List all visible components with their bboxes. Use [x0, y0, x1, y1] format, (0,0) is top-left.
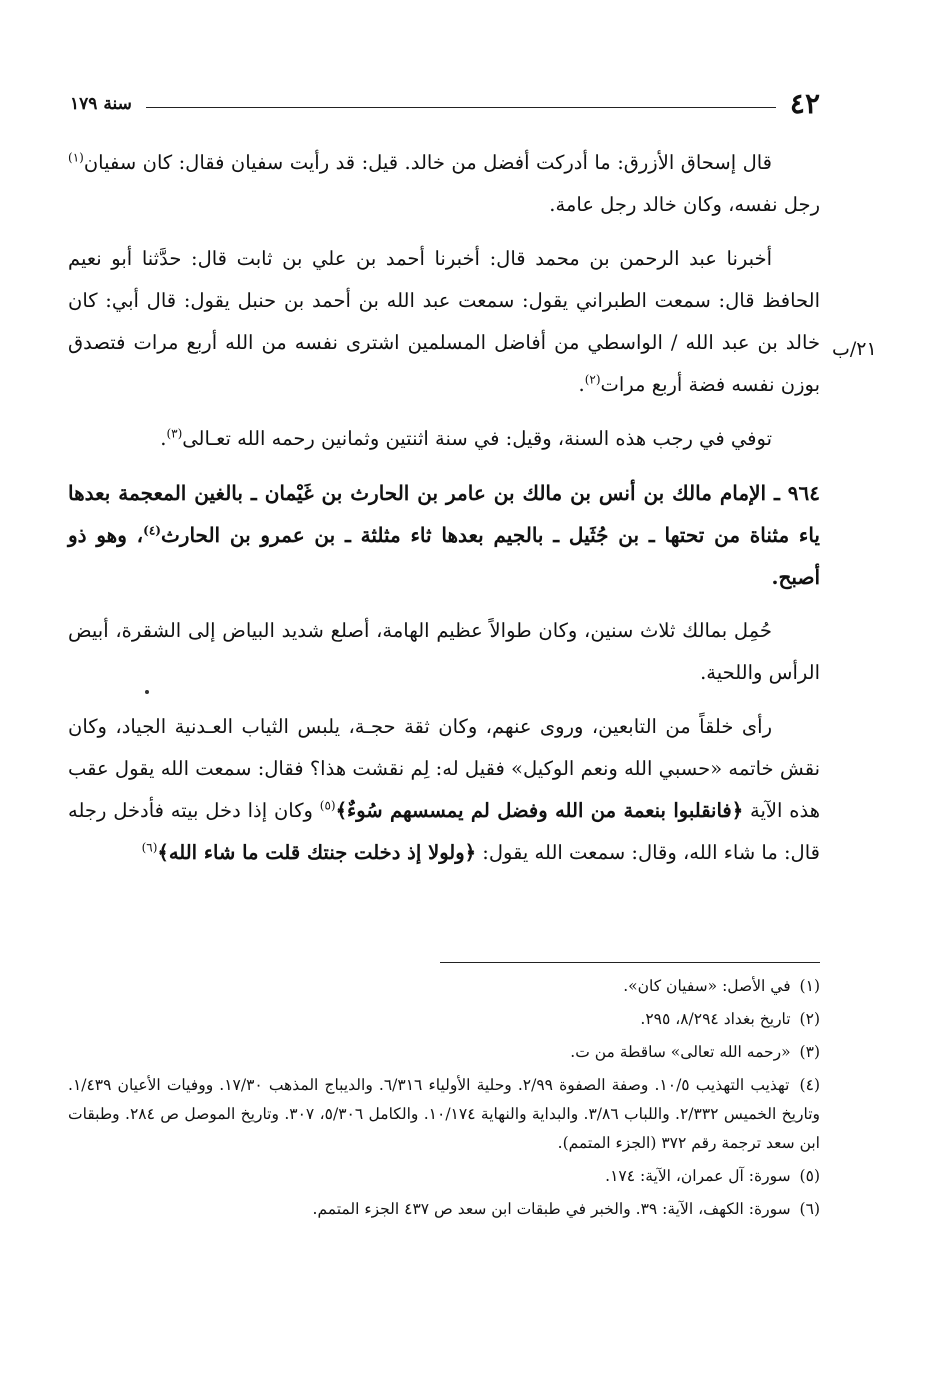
text-run: وكان إذا دخل بيته فأدخل رجله قال: ما شاء الله، وقال: سمعت الله يقول:	[68, 799, 820, 864]
footnote-reference: (٥)	[319, 798, 336, 813]
text-run: حُمِل بمالك ثلاث سنين، وكان طوالاً عظيم الهامة، أصلع شديد البياض إلى الشقرة، أبيض الرأس واللحية.	[68, 619, 820, 684]
paragraph-malik-description	[68, 610, 820, 694]
footnote-reference: (٣)	[166, 426, 183, 441]
text-run: أخبرنا عبد الرحمن بن محمد قال: أخبرنا أحمد بن علي بن ثابت قال: حدَّثنا أبو نعيم الحافظ قال: سمعت الطبراني يقول: سمعت عبد الله بن أحمد بن حنبل يقول: قال أبي: كان خالد بن عبد الله / الواسطي من أفاضل المسلمين اشترى نفسه من الله أربع مرات فتصدق بوزن نفسه فضة أربع مرات	[68, 247, 820, 396]
footnote-text: في الأصل: «سفيان كان».	[623, 977, 791, 995]
footnote-reference: (٤)	[143, 523, 161, 538]
print-speck	[145, 690, 149, 694]
footnote-number: (٤)	[799, 1076, 820, 1094]
running-head	[70, 86, 820, 122]
footnote-separator	[440, 962, 820, 963]
paragraph-death-date	[68, 418, 820, 460]
footnote-reference: (١)	[68, 150, 84, 165]
header-rule	[146, 107, 776, 108]
text-run: توفي في رجب هذه السنة، وقيل: في سنة اثنتين وثمانين رحمه الله تعـالى	[182, 427, 772, 450]
bold-text-run: ﴿فانقلبوا بنعمة من الله وفضل لم يمسسهم سُوءٌ﴾	[335, 799, 744, 822]
manuscript-folio-note: ٢١/ب	[832, 338, 877, 360]
footnote-number: (٥)	[799, 1167, 820, 1185]
bold-text-run: وهو ذو أصبح	[68, 523, 820, 589]
text-run: .	[771, 565, 779, 589]
text-run: .	[578, 373, 585, 396]
bold-text-run: ٩٦٤ ـ الإمام مالك بن أنس بن مالك بن عامر بن الحارث بن غَيْمان	[264, 481, 820, 505]
footnote-item	[68, 1195, 820, 1224]
footnote-reference: (٢)	[584, 372, 601, 387]
text-run: ،	[126, 523, 144, 547]
paragraph-ishaq-quote	[68, 142, 820, 226]
text-run: ـ بالجيم بعدها ثاء مثلثة ـ	[335, 523, 569, 547]
main-text	[68, 142, 820, 886]
footnote-text: «رحمه الله تعالى» ساقطة من ت.	[570, 1043, 791, 1061]
footnote-text: تاريخ بغداد ٨/٢٩٤، ٢٩٥.	[640, 1010, 791, 1028]
footnote-item	[68, 1162, 820, 1191]
footnote-item	[68, 972, 820, 1001]
footnote-text: تهذيب التهذيب ١٠/٥. وصفة الصفوة ٢/٩٩. وحلية الأولياء ٦/٣١٦. والديباج المذهب ١٧/٣٠. ووفيات الأعيان ١/٤٣٩. وتاريخ الخميس ٢/٣٣٢. واللباب ٣/٨٦. والبداية والنهاية ١٠/١٧٤. والكامل ٥/٣٠٦، ٣٠٧. وتاريخ الموصل ص ٢٨٤. وطبقات ابن سعد ترجمة رقم ٣٧٢ (الجزء المتمم).	[68, 1076, 820, 1152]
footnote-item	[68, 1038, 820, 1067]
footnote-number: (٢)	[799, 1010, 820, 1028]
text-run: قال إسحاق الأزرق: ما أدركت أفضل من خالد. قيل: قد رأيت سفيان فقال: كان سفيان	[83, 151, 772, 174]
footnote-number: (١)	[799, 977, 820, 995]
footnotes	[68, 972, 820, 1228]
text-run: رجل نفسه، وكان خالد رجل عامة.	[549, 193, 820, 216]
footnote-number: (٣)	[799, 1043, 820, 1061]
text-run: ـ بالغين المعجمة بعدها ياء مثناة من تحتها ـ	[68, 481, 821, 547]
text-run: رأى خلقاً من التابعين، وروى عنهم، وكان ثقة حجـة، يلبس الثياب العـدنية الجياد، وكان نقش خاتمه «حسبي الله ونعم الوكيل» فقيل له: لِم نقشت هذا؟ فقال: سمعت الله يقول عقب هذه الآية	[68, 715, 821, 822]
paragraph-isnad-khalid	[68, 238, 820, 406]
footnote-item	[68, 1005, 820, 1034]
footnote-text: سورة: آل عمران، الآية: ١٧٤.	[605, 1167, 791, 1185]
year-label: سنة ١٧٩	[70, 94, 132, 114]
biography-heading-malik	[68, 472, 820, 598]
footnote-reference: (٦)	[141, 840, 158, 855]
text-run: .	[160, 427, 167, 450]
bold-text-run: بن جُثَيل	[568, 523, 640, 547]
page-number: ٤٢	[789, 87, 820, 120]
footnote-item	[68, 1071, 820, 1158]
bold-text-run: ﴿ولولا إذ دخلت جنتك قلت ما شاء الله﴾	[157, 841, 477, 864]
bold-text-run: بن عمرو بن الحارث	[160, 523, 336, 547]
footnote-number: (٦)	[799, 1200, 820, 1218]
paragraph-malik-ring	[68, 706, 820, 874]
footnote-text: سورة: الكهف، الآية: ٣٩. والخبر في طبقات ابن سعد ص ٤٣٧ الجزء المتمم.	[312, 1200, 791, 1218]
